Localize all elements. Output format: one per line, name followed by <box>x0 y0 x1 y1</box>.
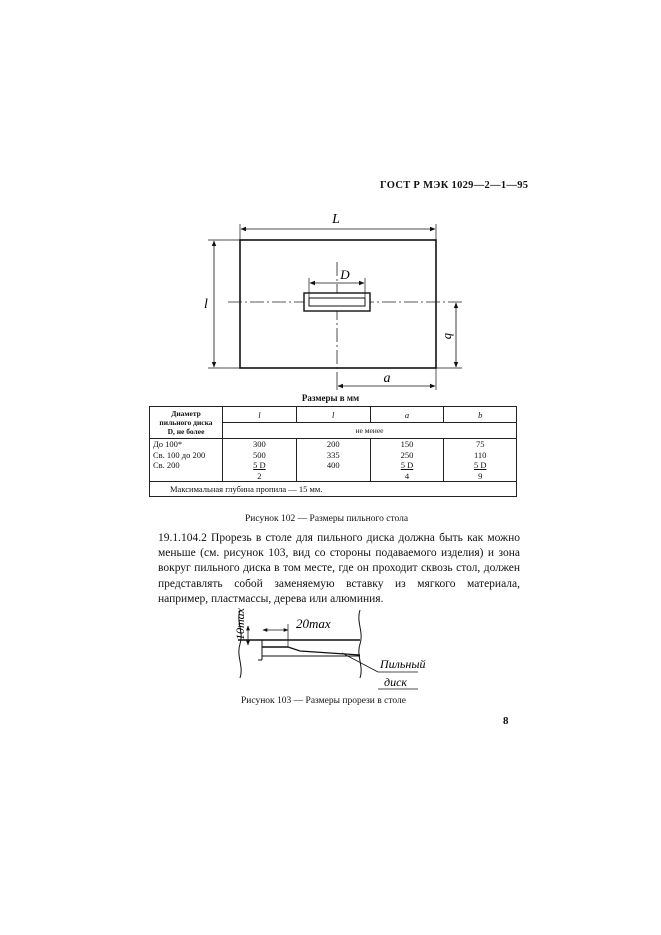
label-D: D <box>340 267 350 282</box>
label-b: b <box>442 332 457 340</box>
label-l: l <box>204 297 208 312</box>
table-footnote: Максимальная глубина пропила — 15 мм. <box>150 482 517 497</box>
subheader: не менее <box>223 423 517 439</box>
column-l2-values: 200 335 400 <box>296 439 370 482</box>
label-20max: 20max <box>296 616 331 631</box>
column-header: b <box>444 407 517 423</box>
paragraph-19-1-104-2: 19.1.104.2 Прорезь в столе для пильного диска должна быть как можно меньше (см. рисунок 103, вид со стороны подаваемого изделия) и зона вокруг пильного диска в том месте, где он проходит сквозь стол, должен представлять собой заменяемую вставку из мягкого материала, например, пластмассы, дерева или алюминия. <box>158 532 520 605</box>
dimensions-table <box>149 406 517 497</box>
units-note: Размеры в мм <box>301 393 360 403</box>
page-number: 8 <box>503 715 509 727</box>
column-header: a <box>370 407 444 423</box>
figure-102-caption: Рисунок 102 — Размеры пильного стола <box>245 514 409 524</box>
fraction-5d-4: 5 D 4 <box>400 460 414 481</box>
fraction-5d-2: 5 D 2 <box>253 460 266 481</box>
figure-103-caption: Рисунок 103 — Размеры прорези в столе <box>241 696 406 706</box>
column-header: l <box>223 407 297 423</box>
label-L: L <box>332 212 340 227</box>
label-a: a <box>383 371 391 386</box>
figure-102-drawing <box>0 0 661 420</box>
column-l1-values: 300 500 5 D 2 <box>223 439 297 482</box>
label-10max: 10max <box>233 608 247 640</box>
blade-label-line2: диск <box>384 675 408 689</box>
row-header: Диаметр пильного диска D, не более <box>150 407 223 439</box>
blade-label-line1: Пильный <box>380 657 426 671</box>
column-b-values: 75 110 5 D 9 <box>444 439 517 482</box>
column-a-values: 150 250 5 D 4 <box>370 439 444 482</box>
fraction-5d-9: 5 D 9 <box>473 460 487 481</box>
column-header: l <box>296 407 370 423</box>
row-labels: До 100* Св. 100 до 200 Св. 200 <box>150 439 223 482</box>
slot-outer <box>304 293 370 311</box>
document-header: ГОСТ Р МЭК 1029—2—1—95 <box>380 180 529 191</box>
